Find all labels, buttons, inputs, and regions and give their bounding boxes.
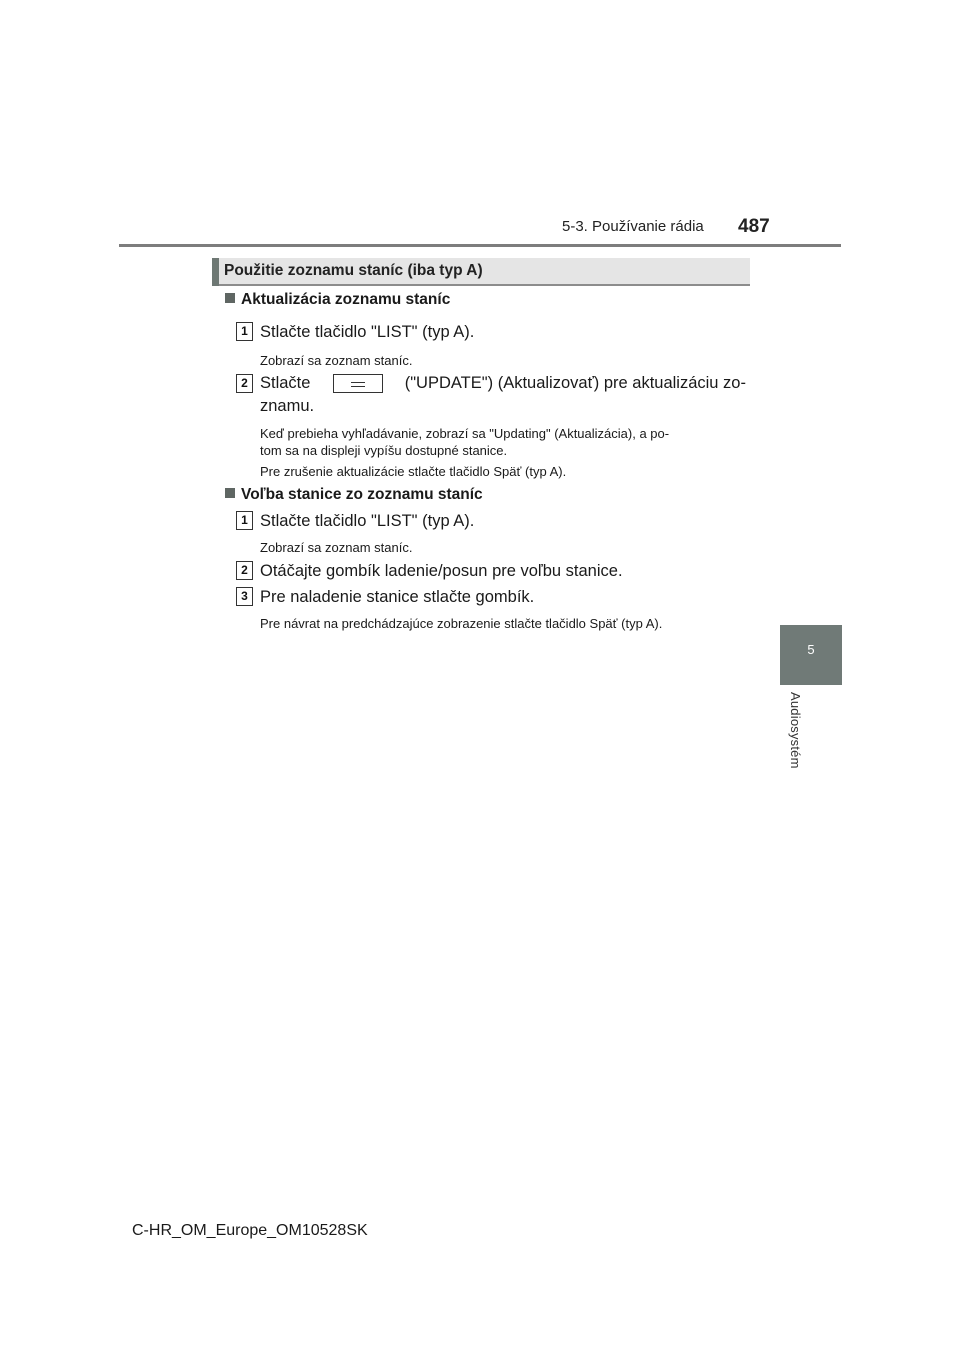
- subheading-update-list: [225, 291, 450, 309]
- step-note: tom sa na displeji vypíšu dostupné stanice.: [260, 443, 508, 458]
- step-text: Stlačte: [260, 374, 311, 392]
- step-note: Keď prebieha vyhľadávanie, zobrazí sa "Updating" (Aktualizácia), a po-: [260, 426, 670, 441]
- subheading-text: Voľba stanice zo zoznamu staníc: [241, 486, 483, 503]
- square-bullet-icon: [225, 293, 235, 303]
- page-number: 487: [738, 216, 770, 237]
- update-button-icon: [333, 374, 383, 393]
- step-text: Stlačte tlačidlo "LIST" (typ A).: [260, 323, 475, 341]
- chapter-number: 5: [807, 642, 815, 657]
- chapter-label: Audiosystém: [788, 692, 803, 769]
- step-text: ("UPDATE") (Aktualizovať) pre aktualizáciu zo-: [404, 374, 746, 392]
- step-text: Stlačte tlačidlo "LIST" (typ A).: [260, 512, 475, 530]
- step-note: Zobrazí sa zoznam staníc.: [260, 540, 413, 555]
- step-note: Pre návrat na predchádzajúce zobrazenie stlačte tlačidlo Späť (typ A).: [260, 616, 663, 631]
- subheading-select-station: [225, 486, 483, 504]
- step-badge: 2: [236, 561, 253, 580]
- document-code: C-HR_OM_Europe_OM10528SK: [132, 1222, 368, 1239]
- step-note: Zobrazí sa zoznam staníc.: [260, 353, 413, 368]
- step-text: Pre naladenie stanice stlačte gombík.: [260, 588, 535, 606]
- step-text: znamu.: [260, 397, 315, 415]
- subheading-text: Aktualizácia zoznamu staníc: [241, 291, 451, 308]
- box-heading: Použitie zoznamu staníc (iba typ A): [224, 262, 483, 279]
- step-badge: 1: [236, 511, 253, 530]
- step-badge: 1: [236, 322, 253, 341]
- section-title: 5-3. Používanie rádia: [562, 218, 704, 235]
- step-badge: 3: [236, 587, 253, 606]
- step-note: Pre zrušenie aktualizácie stlačte tlačidlo Späť (typ A).: [260, 464, 567, 479]
- step-text-line: [260, 374, 746, 393]
- square-bullet-icon: [225, 488, 235, 498]
- header-rule: [119, 244, 841, 247]
- box-heading-bar: [212, 258, 219, 286]
- step-text: Otáčajte gombík ladenie/posun pre voľbu stanice.: [260, 562, 623, 580]
- step-badge: 2: [236, 374, 253, 393]
